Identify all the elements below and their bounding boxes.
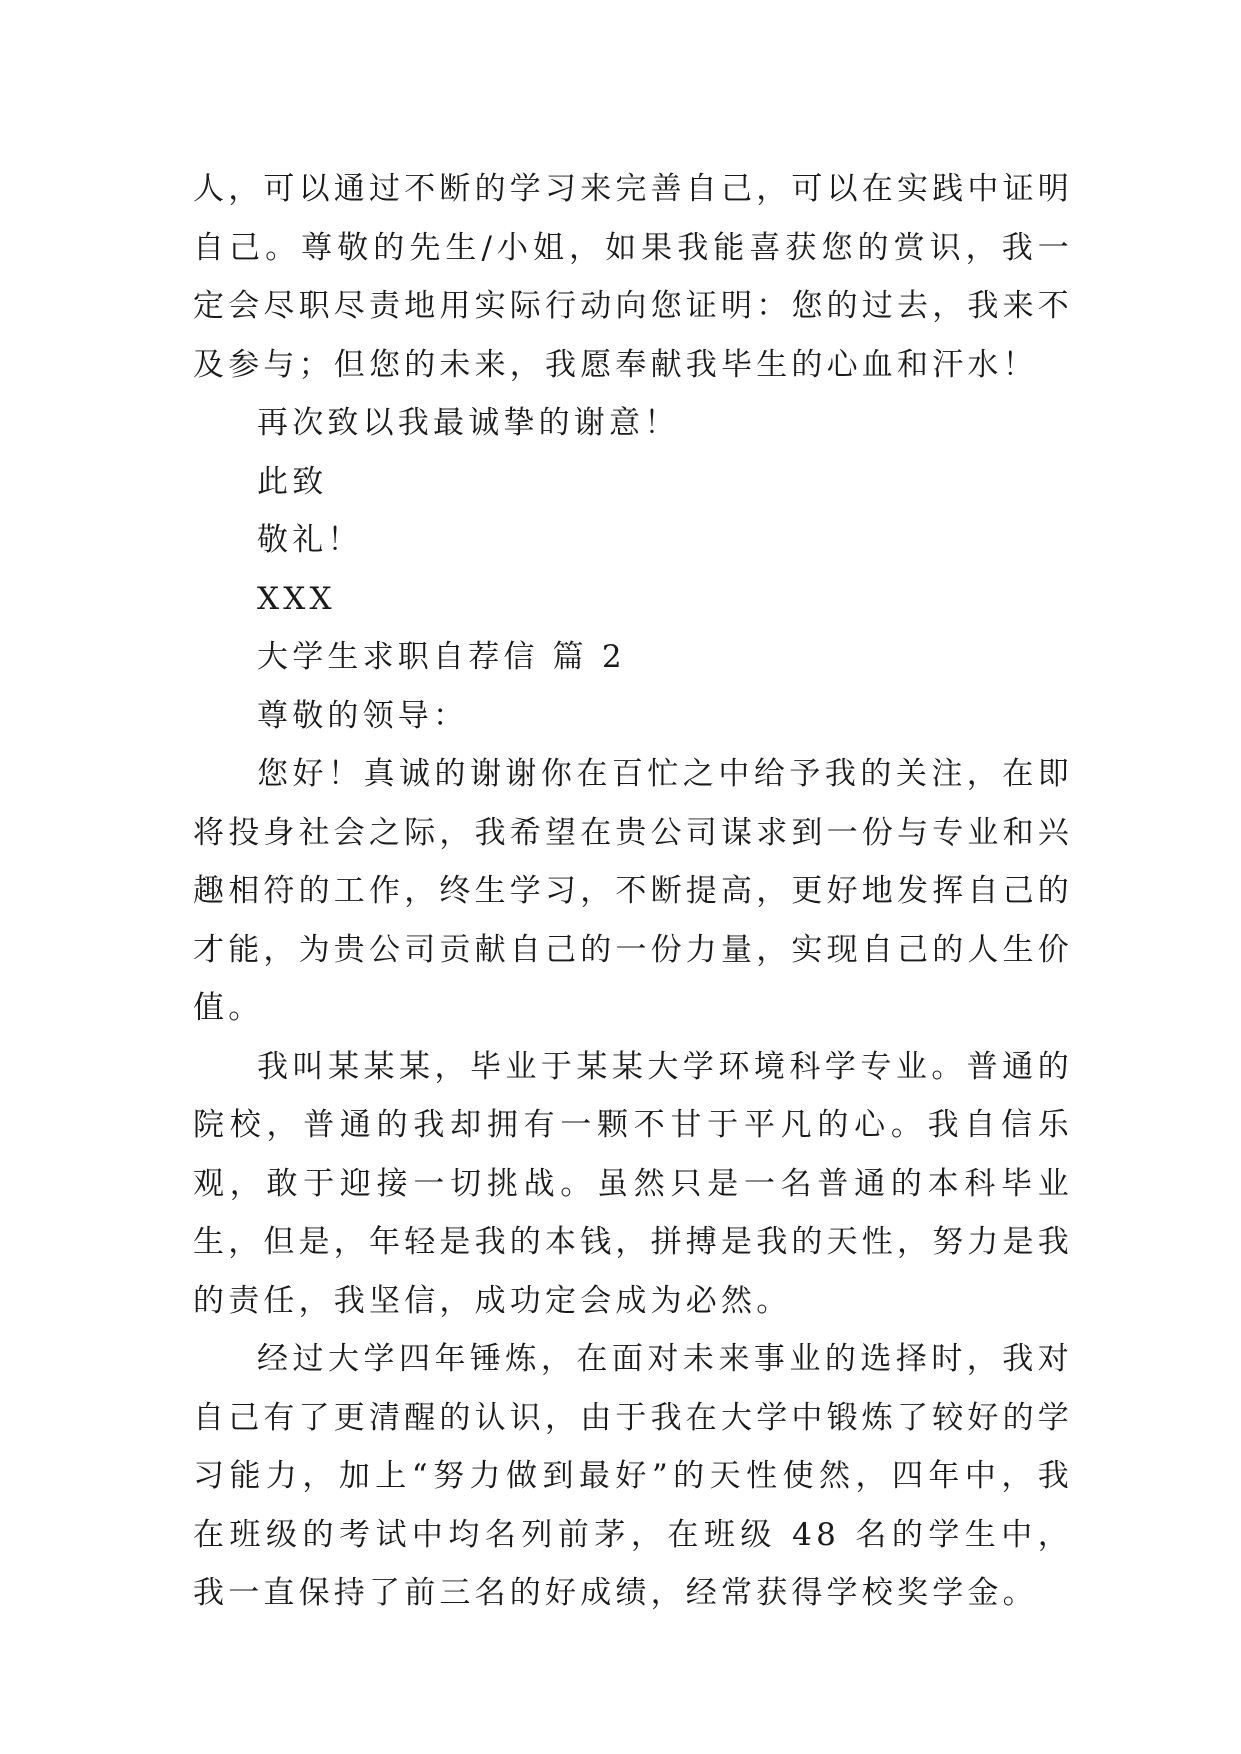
paragraph-thanks: 再次致以我最诚挚的谢意！ [257, 405, 680, 441]
closing-jingli: 敬礼！ [257, 522, 363, 558]
closing-cizhi: 此致 [257, 463, 328, 500]
signature: XXX [257, 580, 336, 617]
paragraph-greeting: 您好！真诚的谢谢你在百忙之中给予我的关注，在即将投身社会之际，我希望在贵公司谋求到一份与专业和兴趣相符的工作，终生学习，不断提高，更好地发挥自己的才能，为贵公司贡献自己的一份力量，实现自己的人生价值。 [193, 756, 1073, 1026]
paragraph-experience: 经过大学四年锤炼，在面对未来事业的选择时，我对自己有了更清醒的认识，由于我在大学中锻炼了较好的学习能力，加上“努力做到最好”的天性使然，四年中，我在班级的考试中均名列前茅，在班级 48 名的学生中，我一直保持了前三名的好成绩，经常获得学校奖学金。 [193, 1341, 1073, 1611]
paragraph-continuation: 人，可以通过不断的学习来完善自己，可以在实践中证明自己。尊敬的先生/小姐，如果我能喜获您的赏识，我一定会尽职尽责地用实际行动向您证明：您的过去，我来不及参与；但您的未来，我愿奉献我毕生的心血和汗水！ [193, 171, 1073, 383]
salutation: 尊敬的领导： [257, 697, 469, 734]
letter-body [193, 160, 1073, 1623]
paragraph-intro: 我叫某某某，毕业于某某大学环境科学专业。普通的院校，普通的我却拥有一颗不甘于平凡的心。我自信乐观，敢于迎接一切挑战。虽然只是一名普通的本科毕业生，但是，年轻是我的本钱，拼搏是我的天性，努力是我的责任，我坚信，成功定会成为必然。 [193, 1048, 1073, 1319]
section-heading: 大学生求职自荐信 篇 2 [257, 639, 626, 675]
